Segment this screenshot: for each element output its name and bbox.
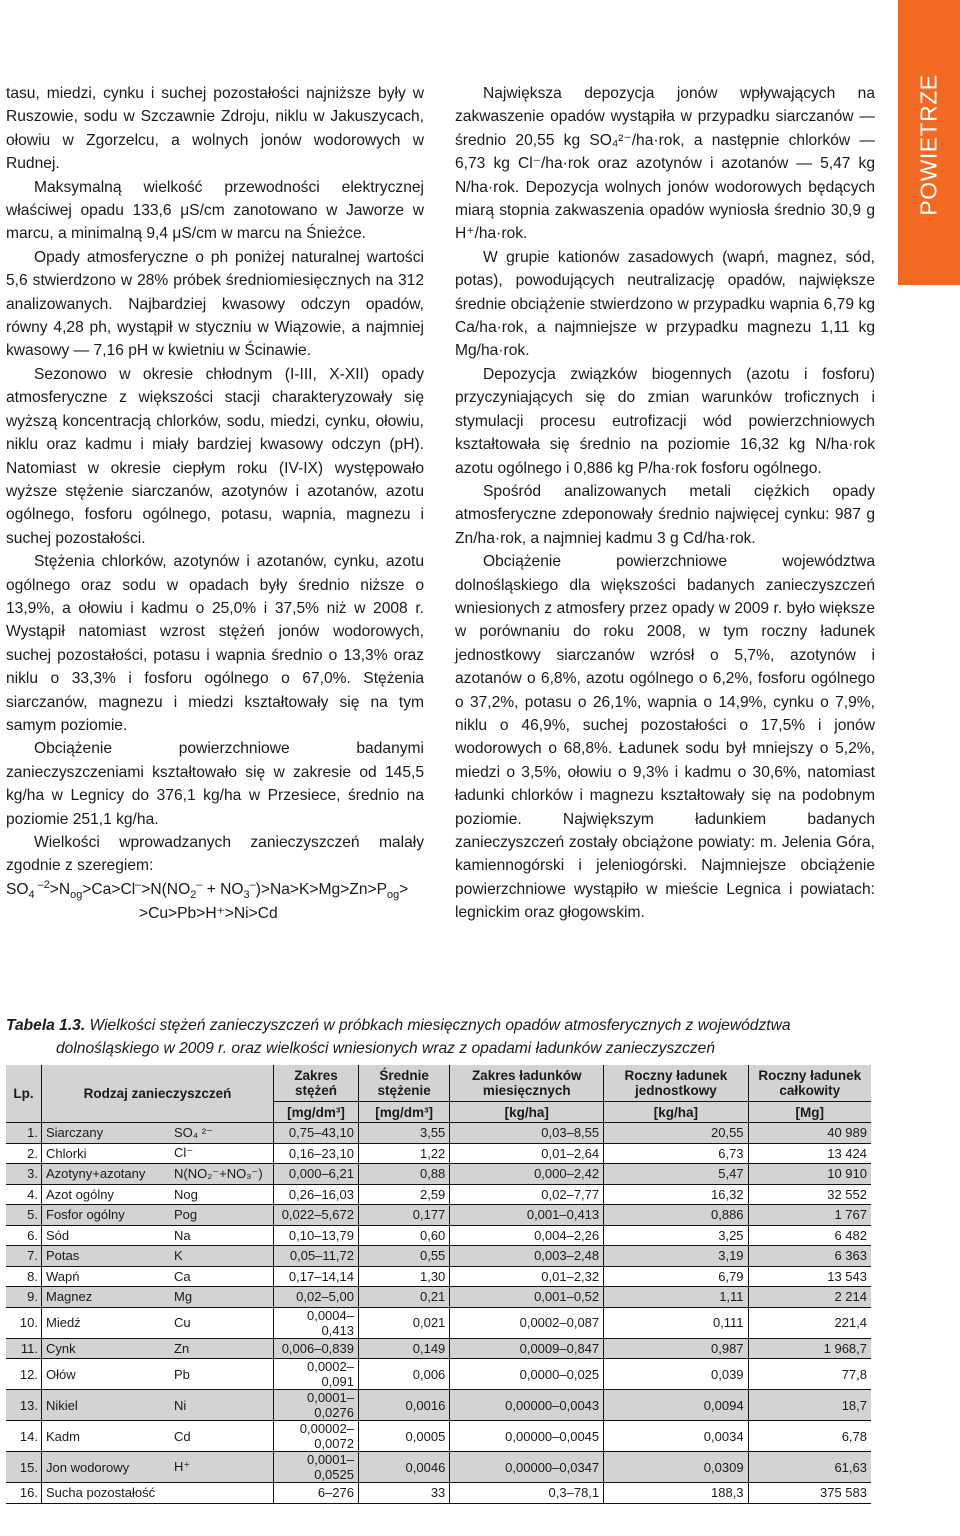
col-header-srednie: Średnie stężenie bbox=[358, 1065, 449, 1102]
row-number: 14. bbox=[6, 1421, 42, 1452]
table-row bbox=[6, 1266, 871, 1287]
section-tab bbox=[898, 0, 960, 285]
pollutant-name: Azot ogólny bbox=[42, 1184, 171, 1205]
annual-total-load: 32 552 bbox=[748, 1184, 871, 1205]
row-number: 16. bbox=[6, 1483, 42, 1504]
table-row bbox=[6, 1184, 871, 1205]
table-row bbox=[6, 1359, 871, 1390]
mean-concentration: 0,177 bbox=[358, 1205, 449, 1226]
pollutant-symbol: Nog bbox=[170, 1184, 274, 1205]
pollutant-name: Chlorki bbox=[42, 1143, 171, 1164]
row-number: 5. bbox=[6, 1205, 42, 1226]
pollutant-name: Sucha pozostałość bbox=[42, 1483, 171, 1504]
concentration-range: 0,00002–0,0072 bbox=[274, 1421, 359, 1452]
row-number: 12. bbox=[6, 1359, 42, 1390]
unit-roczny-jednostkowy: [kg/ha] bbox=[604, 1102, 748, 1123]
row-number: 6. bbox=[6, 1225, 42, 1246]
mean-concentration: 0,006 bbox=[358, 1359, 449, 1390]
annual-total-load: 2 214 bbox=[748, 1287, 871, 1308]
col-header-lp: Lp. bbox=[6, 1065, 42, 1123]
table-row bbox=[6, 1307, 871, 1338]
monthly-load-range: 0,0000–0,025 bbox=[450, 1359, 604, 1390]
pollutant-symbol: Pog bbox=[170, 1205, 274, 1226]
left-text-column bbox=[6, 82, 424, 926]
annual-unit-load: 0,0094 bbox=[604, 1390, 748, 1421]
paragraph: W grupie kationów zasadowych (wapń, magnez, sód, potas), powodujących neutralizację opadów, największe średnie obciążenie stwierdzono w przypadku wapnia 6,79 kg Ca/ha·rok, a najmniejsze w przypadku magnezu 1,11 kg Mg/ha·rok. bbox=[455, 248, 875, 360]
table-row bbox=[6, 1390, 871, 1421]
col-header-roczny-jednostkowy: Roczny ładunek jednostkowy bbox=[604, 1065, 748, 1102]
monthly-load-range: 0,01–2,32 bbox=[450, 1266, 604, 1287]
concentration-range: 0,0004–0,413 bbox=[274, 1307, 359, 1338]
table-row bbox=[6, 1164, 871, 1185]
mean-concentration: 0,55 bbox=[358, 1246, 449, 1267]
pollutant-symbol: Cd bbox=[170, 1421, 274, 1452]
pollutant-symbol: Pb bbox=[170, 1359, 274, 1390]
paragraph: Wielkości wprowadzanych zanieczyszczeń malały zgodnie z szeregiem: bbox=[6, 834, 424, 875]
mean-concentration: 33 bbox=[358, 1483, 449, 1504]
annual-unit-load: 0,039 bbox=[604, 1359, 748, 1390]
annual-total-load: 40 989 bbox=[748, 1123, 871, 1144]
paragraph: Depozycja związków biogennych (azotu i fosforu) przyczyniających się do zmian warunków troficznych i stymulacji procesu eutrofizacji wód powierzchniowych kształtowała się średnio na poziomie 16,32 kg N/ha·rok azotu ogólnego i 0,886 kg P/ha·rok fosforu ogólnego. bbox=[455, 365, 875, 477]
concentration-range: 6–276 bbox=[274, 1483, 359, 1504]
col-header-roczny-calkowity: Roczny ładunek całkowity bbox=[748, 1065, 871, 1102]
monthly-load-range: 0,3–78,1 bbox=[450, 1483, 604, 1504]
monthly-load-range: 0,00000–0,0045 bbox=[450, 1421, 604, 1452]
pollutant-symbol bbox=[170, 1483, 274, 1504]
unit-srednie: [mg/dm³] bbox=[358, 1102, 449, 1123]
pollutant-name: Azotyny+azotany bbox=[42, 1164, 171, 1185]
concentration-range: 0,006–0,839 bbox=[274, 1338, 359, 1359]
pollutant-symbol: K bbox=[170, 1246, 274, 1267]
pollutant-name: Nikiel bbox=[42, 1390, 171, 1421]
annual-total-load: 221,4 bbox=[748, 1307, 871, 1338]
concentration-range: 0,000–6,21 bbox=[274, 1164, 359, 1185]
pollutant-symbol: Ni bbox=[170, 1390, 274, 1421]
row-number: 9. bbox=[6, 1287, 42, 1308]
row-number: 7. bbox=[6, 1246, 42, 1267]
mean-concentration: 0,021 bbox=[358, 1307, 449, 1338]
pollutant-name: Sód bbox=[42, 1225, 171, 1246]
monthly-load-range: 0,001–0,52 bbox=[450, 1287, 604, 1308]
annual-total-load: 1 767 bbox=[748, 1205, 871, 1226]
table-caption-label: Tabela 1.3. bbox=[6, 1017, 86, 1034]
pollutant-symbol: SO₄ ²⁻ bbox=[170, 1123, 274, 1144]
row-number: 1. bbox=[6, 1123, 42, 1144]
table-caption-line1: Wielkości stężeń zanieczyszczeń w próbkach miesięcznych opadów atmosferycznych z województwa bbox=[89, 1017, 791, 1034]
mean-concentration: 2,59 bbox=[358, 1184, 449, 1205]
table-row bbox=[6, 1421, 871, 1452]
pollutant-series-formula: $SO_4$ $^{-2}>N_{og}>Ca>Cl^->N(NO_2^- + NO_3^-)>Na>K>Mg>Zn>P_{og}>$ bbox=[6, 878, 409, 901]
col-header-zakres-ladunkow: Zakres ładunków miesięcznych bbox=[450, 1065, 604, 1102]
paragraph: Maksymalną wielkość przewodności elektrycznej właściwej opadu 133,6 μS/cm zanotowano w Jaworze w marcu, a minimalną 9,4 μS/cm w marcu na Śnieżce. bbox=[6, 178, 424, 243]
mean-concentration: 0,149 bbox=[358, 1338, 449, 1359]
pollutant-symbol: Cu bbox=[170, 1307, 274, 1338]
pollutant-name: Magnez bbox=[42, 1287, 171, 1308]
pollutant-symbol: N(NO₂⁻+NO₃⁻) bbox=[170, 1164, 274, 1185]
table-row bbox=[6, 1143, 871, 1164]
col-header-zakres: Zakres stężeń bbox=[274, 1065, 359, 1102]
annual-unit-load: 0,886 bbox=[604, 1205, 748, 1226]
table-row bbox=[6, 1287, 871, 1308]
pollutant-name: Siarczany bbox=[42, 1123, 171, 1144]
pollutant-symbol: Cl⁻ bbox=[170, 1143, 274, 1164]
concentration-range: 0,0002–0,091 bbox=[274, 1359, 359, 1390]
concentration-range: 0,0001–0,0276 bbox=[274, 1390, 359, 1421]
mean-concentration: 0,60 bbox=[358, 1225, 449, 1246]
paragraph: Obciążenie powierzchniowe badanymi zanieczyszczeniami kształtowało się w zakresie od 145,5 kg/ha w Legnicy do 376,1 kg/ha w Przesiece, średnio na poziomie 251,1 kg/ha. bbox=[6, 740, 424, 828]
concentration-range: 0,16–23,10 bbox=[274, 1143, 359, 1164]
mean-concentration: 0,21 bbox=[358, 1287, 449, 1308]
pollutant-name: Cynk bbox=[42, 1338, 171, 1359]
annual-unit-load: 16,32 bbox=[604, 1184, 748, 1205]
pollutant-symbol: H⁺ bbox=[170, 1452, 274, 1483]
mean-concentration: 0,0005 bbox=[358, 1421, 449, 1452]
annual-total-load: 18,7 bbox=[748, 1390, 871, 1421]
row-number: 15. bbox=[6, 1452, 42, 1483]
monthly-load-range: 0,02–7,77 bbox=[450, 1184, 604, 1205]
paragraph: Opady atmosferyczne o ph poniżej naturalnej wartości 5,6 stwierdzono w 28% próbek średniomiesięcznych na 312 analizowanych. Najbardziej kwasowy odczyn opadów, równy 4,28 ph, wystąpił w styczniu w Wiązowie, a najmniej kwasowy — 7,16 pH w kwietniu w Ścinawie. bbox=[6, 248, 424, 360]
annual-unit-load: 0,987 bbox=[604, 1338, 748, 1359]
table-row bbox=[6, 1225, 871, 1246]
monthly-load-range: 0,0009–0,847 bbox=[450, 1338, 604, 1359]
paragraph: Największa depozycja jonów wpływających na zakwaszenie opadów wystąpiła w przypadku siarczanów — średnio 20,55 kg SO₄²⁻/ha·rok, a następnie chlorków — 6,73 kg Cl⁻/ha·rok oraz azotynów i azotanów — 5,47 kg N/ha·rok. Depozycja wolnych jonów wodorowych będących miarą stopnia zakwaszenia opadów wyniosła średnio 30,9 g H⁺/ha·rok. bbox=[455, 85, 875, 243]
right-text-column bbox=[455, 82, 875, 925]
annual-total-load: 1 968,7 bbox=[748, 1338, 871, 1359]
concentration-range: 0,17–14,14 bbox=[274, 1266, 359, 1287]
table-caption-line2: dolnośląskiego w 2009 r. oraz wielkości wniesionych wraz z opadami ładunków zanieczyszczeń bbox=[56, 1040, 716, 1057]
paragraph: tasu, miedzi, cynku i suchej pozostałości najniższe były w Ruszowie, sodu w Szczawnie Zdroju, niklu w Jakuszycach, ołowiu w Zgorzelcu, a wolnych jonów wodorowych w Rudnej. bbox=[6, 85, 424, 173]
pollutant-symbol: Ca bbox=[170, 1266, 274, 1287]
annual-total-load: 6 363 bbox=[748, 1246, 871, 1267]
pollutant-name: Ołów bbox=[42, 1359, 171, 1390]
paragraph: Sezonowo w okresie chłodnym (I-III, X-XII) opady atmosferyczne z większości stacji charakteryzowały się wyższą koncentracją chlorków, sodu, miedzi, cynku, ołowiu, niklu oraz kadmu i miały bardziej kwasowy odczyn (pH). Natomiast w okresie ciepłym roku (IV-IX) występowało wyższe stężenie siarczanów, azotynów i azotanów, azotu ogólnego, fosforu ogólnego, potasu, wapnia, magnezu i suchej pozostałości. bbox=[6, 365, 424, 547]
monthly-load-range: 0,001–0,413 bbox=[450, 1205, 604, 1226]
annual-unit-load: 0,0309 bbox=[604, 1452, 748, 1483]
table-row bbox=[6, 1452, 871, 1483]
col-header-rodzaj: Rodzaj zanieczyszczeń bbox=[42, 1065, 274, 1123]
unit-roczny-calkowity: [Mg] bbox=[748, 1102, 871, 1123]
annual-total-load: 375 583 bbox=[748, 1483, 871, 1504]
annual-unit-load: 6,79 bbox=[604, 1266, 748, 1287]
table-row bbox=[6, 1338, 871, 1359]
concentration-range: 0,02–5,00 bbox=[274, 1287, 359, 1308]
table-row bbox=[6, 1483, 871, 1504]
pollutant-symbol: Zn bbox=[170, 1338, 274, 1359]
row-number: 4. bbox=[6, 1184, 42, 1205]
mean-concentration: 3,55 bbox=[358, 1123, 449, 1144]
annual-unit-load: 1,11 bbox=[604, 1287, 748, 1308]
annual-total-load: 61,63 bbox=[748, 1452, 871, 1483]
table-row bbox=[6, 1205, 871, 1226]
annual-total-load: 77,8 bbox=[748, 1359, 871, 1390]
monthly-load-range: 0,00000–0,0043 bbox=[450, 1390, 604, 1421]
monthly-load-range: 0,000–2,42 bbox=[450, 1164, 604, 1185]
pollutant-name: Potas bbox=[42, 1246, 171, 1267]
concentration-range: 0,75–43,10 bbox=[274, 1123, 359, 1144]
monthly-load-range: 0,01–2,64 bbox=[450, 1143, 604, 1164]
row-number: 10. bbox=[6, 1307, 42, 1338]
row-number: 3. bbox=[6, 1164, 42, 1185]
unit-zakres: [mg/dm³] bbox=[274, 1102, 359, 1123]
pollutant-series-formula-cont: >Cu>Pb>H⁺>Ni>Cd bbox=[139, 904, 278, 922]
mean-concentration: 1,30 bbox=[358, 1266, 449, 1287]
annual-unit-load: 188,3 bbox=[604, 1483, 748, 1504]
mean-concentration: 0,0016 bbox=[358, 1390, 449, 1421]
pollutant-table bbox=[6, 1065, 871, 1504]
annual-total-load: 6 482 bbox=[748, 1225, 871, 1246]
concentration-range: 0,022–5,672 bbox=[274, 1205, 359, 1226]
paragraph: Obciążenie powierzchniowe województwa dolnośląskiego dla większości badanych zanieczyszczeń wniesionych z atmosfery przez opady w 2009 r. było większe w porównaniu do roku 2008, w tym roczny ładunek jednostkowy siarczanów wzrósł o 5,7%, azotynów i azotanów o 6,8%, azotu ogólnego o 6,2%, fosforu ogólnego o 37,2%, potasu o 26,1%, wapnia o 14,9%, cynku o 7,9%, niklu o 46,9%, suchej pozostałości o 17,5% i jonów wodorowych o 68,8%. Ładunek sodu był mniejszy o 5,2%, miedzi o 3,5%, ołowiu o 9,3% i kadmu o 30,6%, natomiast ładunki chlorków i magnezu kształtowały się na podobnym poziomie. Największym ładunkiem badanych zanieczyszczeń zostały obciążone powiaty: m. Jelenia Góra, kamiennogórski i jeleniogórski. Najmniejsze obciążenie powierzchniowe wystąpiło w mieście Legnica i powiatach: legnickim oraz głogowskim. bbox=[455, 553, 875, 922]
pollutant-name: Miedź bbox=[42, 1307, 171, 1338]
annual-unit-load: 6,73 bbox=[604, 1143, 748, 1164]
mean-concentration: 0,0046 bbox=[358, 1452, 449, 1483]
row-number: 13. bbox=[6, 1390, 42, 1421]
monthly-load-range: 0,03–8,55 bbox=[450, 1123, 604, 1144]
mean-concentration: 1,22 bbox=[358, 1143, 449, 1164]
annual-unit-load: 3,25 bbox=[604, 1225, 748, 1246]
annual-total-load: 13 424 bbox=[748, 1143, 871, 1164]
paragraph: Spośród analizowanych metali ciężkich opady atmosferyczne zdeponowały średnio najwięcej cynku: 987 g Zn/ha·rok, a najmniej kadmu 3 g Cd/ha·rok. bbox=[455, 482, 875, 547]
unit-zakres-ladunkow: [kg/ha] bbox=[450, 1102, 604, 1123]
table-row bbox=[6, 1123, 871, 1144]
concentration-range: 0,26–16,03 bbox=[274, 1184, 359, 1205]
monthly-load-range: 0,0002–0,087 bbox=[450, 1307, 604, 1338]
annual-total-load: 13 543 bbox=[748, 1266, 871, 1287]
row-number: 2. bbox=[6, 1143, 42, 1164]
section-tab-label: POWIETRZE bbox=[915, 74, 942, 216]
concentration-range: 0,10–13,79 bbox=[274, 1225, 359, 1246]
row-number: 8. bbox=[6, 1266, 42, 1287]
monthly-load-range: 0,00000–0,0347 bbox=[450, 1452, 604, 1483]
annual-unit-load: 20,55 bbox=[604, 1123, 748, 1144]
concentration-range: 0,05–11,72 bbox=[274, 1246, 359, 1267]
pollutant-symbol: Na bbox=[170, 1225, 274, 1246]
pollutant-name: Jon wodorowy bbox=[42, 1452, 171, 1483]
table-caption bbox=[6, 1014, 856, 1060]
table-row bbox=[6, 1246, 871, 1267]
pollutant-name: Wapń bbox=[42, 1266, 171, 1287]
annual-unit-load: 0,111 bbox=[604, 1307, 748, 1338]
pollutant-name: Kadm bbox=[42, 1421, 171, 1452]
annual-unit-load: 3,19 bbox=[604, 1246, 748, 1267]
annual-unit-load: 5,47 bbox=[604, 1164, 748, 1185]
annual-total-load: 6,78 bbox=[748, 1421, 871, 1452]
concentration-range: 0,0001–0,0525 bbox=[274, 1452, 359, 1483]
monthly-load-range: 0,003–2,48 bbox=[450, 1246, 604, 1267]
mean-concentration: 0,88 bbox=[358, 1164, 449, 1185]
monthly-load-range: 0,004–2,26 bbox=[450, 1225, 604, 1246]
pollutant-name: Fosfor ogólny bbox=[42, 1205, 171, 1226]
pollutant-symbol: Mg bbox=[170, 1287, 274, 1308]
paragraph: Stężenia chlorków, azotynów i azotanów, cynku, azotu ogólnego oraz sodu w opadach były średnio niższe o 13,9%, a ołowiu i kadmu o 25,0% i 37,5% niż w 2008 r. Wystąpił natomiast wzrost stężeń jonów wodorowych, suchej pozostałości, potasu i wapnia średnio o 13,3% oraz niklu o 33,3% i fosforu ogólnego o 67,0%. Stężenia siarczanów, magnezu i miedzi kształtowały się na tym samym poziomie. bbox=[6, 553, 424, 734]
row-number: 11. bbox=[6, 1338, 42, 1359]
annual-unit-load: 0,0034 bbox=[604, 1421, 748, 1452]
annual-total-load: 10 910 bbox=[748, 1164, 871, 1185]
